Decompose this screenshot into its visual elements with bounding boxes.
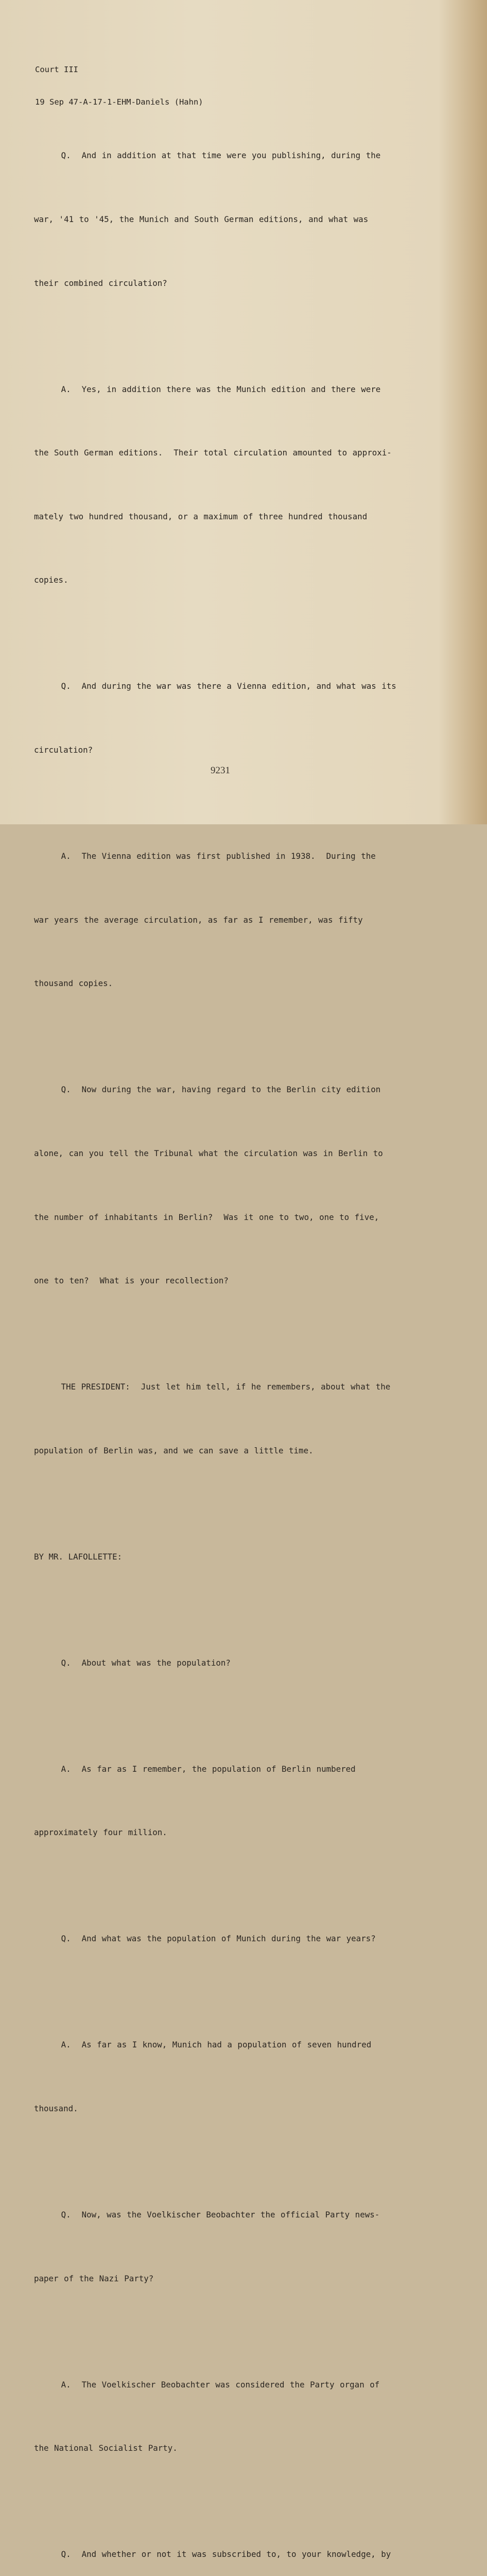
text-line: the South German editions. Their total circulation amounted to approxi- [34,448,392,458]
text-line: one to ten? What is your recollection? [34,1276,229,1286]
question-paragraph [34,1037,415,1334]
text-line: Q. Now, was the Voelkischer Beobachter the official Party news- [34,2210,380,2220]
text-line: A. The Vienna edition was first published in 1938. During the [34,851,376,861]
text-line: Q. About what was the population? [34,1657,231,1668]
transcript-body [34,103,415,2576]
question-paragraph [34,1609,415,1716]
answer-paragraph [34,1716,415,1886]
question-paragraph [34,2162,415,2332]
answer-paragraph [34,1992,415,2162]
text-line: BY MR. LAFOLLETTE: [34,1551,123,1562]
answer-paragraph [34,2331,415,2501]
text-line: Q. And in addition at that time were you publishing, during the [34,150,381,161]
question-paragraph [34,1886,415,1992]
header-court: Court III [35,65,78,74]
president-statement [34,1334,415,1504]
question-paragraph [34,633,415,803]
text-line: THE PRESIDENT: Just let him tell, if he remembers, about what the [34,1382,391,1392]
text-line: thousand copies. [34,978,113,989]
question-paragraph [34,103,415,336]
text-line: Q. Now during the war, having regard to the Berlin city edition [34,1084,381,1095]
text-line: Q. And during the war was there a Vienna edition, and what was its [34,681,396,691]
question-paragraph [34,2501,415,2576]
text-line: Q. And what was the population of Munich during the war years? [34,1934,376,1944]
examiner-heading [34,1503,415,1609]
text-line: paper of the Nazi Party? [34,2273,154,2283]
text-line: war years the average circulation, as far as I remember, was fifty [34,914,363,925]
text-line: A. As far as I know, Munich had a population of seven hundred [34,2040,372,2050]
text-line: war, '41 to '45, the Munich and South German editions, and what was [34,214,369,225]
text-line: Q. And whether or not it was subscribed to, to your knowledge, by [34,2549,391,2560]
text-line: A. The Voelkischer Beobachter was considered the Party organ of [34,2379,380,2389]
text-line: the National Socialist Party. [34,2443,178,2453]
text-line: mately two hundred thousand, or a maximum of three hundred thousand [34,511,368,521]
header-session-reference: 19 Sep 47-A-17-1-EHM-Daniels (Hahn) [35,97,203,107]
text-line: their combined circulation? [34,278,167,288]
text-line: the number of inhabitants in Berlin? Was it one to two, one to five, [34,1212,379,1222]
page-number: 9231 [211,765,230,776]
text-line: copies. [34,575,68,585]
text-line: population of Berlin was, and we can save a little time. [34,1445,314,1455]
text-line: alone, can you tell the Tribunal what the circulation was in Berlin to [34,1148,383,1158]
text-line: circulation? [34,745,93,755]
answer-paragraph [34,336,415,633]
text-line: A. As far as I remember, the population of Berlin numbered [34,1764,356,1774]
text-line: A. Yes, in addition there was the Munich edition and there were [34,384,381,394]
text-line: thousand. [34,2104,78,2114]
answer-paragraph [34,803,415,1037]
text-line: approximately four million. [34,1827,167,1838]
